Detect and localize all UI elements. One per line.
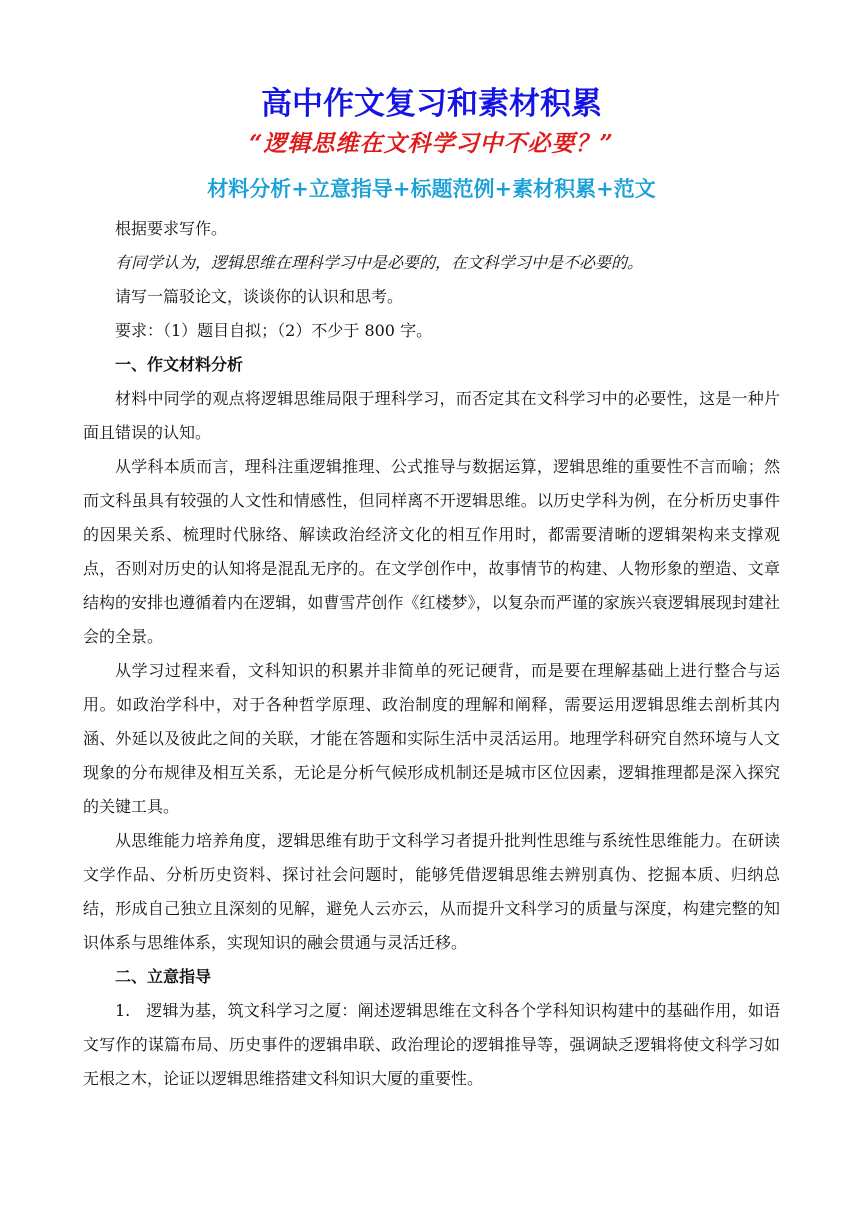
prompt-line-1: 根据要求写作。	[115, 219, 228, 238]
analysis-paragraph: 材料中同学的观点将逻辑思维局限于理科学习，而否定其在文科学习中的必要性，这是一种片面且错误的认知。	[83, 389, 780, 442]
analysis-paragraph: 从学科本质而言，理科注重逻辑推理、公式推导与数据运算，逻辑思维的重要性不言而喻；然而文科虽具有较强的人文性和情感性，但同样离不开逻辑思维。以历史学科为例，在分析历史事件的因果关系、梳理时代脉络、解读政治经济文化的相互作用时，都需要清晰的逻辑架构来支撑观点，否则对历史的认知将是混乱无序的。在文学创作中，故事情节的构建、人物形象的塑造、文章结构的安排也遵循着内在逻辑，如曹雪芹创作《红楼梦》，以复杂而严谨的家族兴衰逻辑展现封建社会的全景。	[83, 457, 780, 646]
guidance-paragraph: 1. 逻辑为基，筑文科学习之厦：阐述逻辑思维在文科各个学科知识构建中的基础作用，如语文写作的谋篇布局、历史事件的逻辑串联、政治理论的逻辑推导等，强调缺乏逻辑将使文科学习如无根之木，论证以逻辑思维搭建文科知识大厦的重要性。	[83, 1001, 780, 1088]
document-subtitle: “逻辑思维在文科学习中不必要？”	[249, 130, 614, 157]
document-subheading: 材料分析+立意指导+标题范例+素材积累+范文	[207, 176, 656, 201]
prompt-line-3: 请写一篇驳论文，谈谈你的认识和思考。	[115, 287, 404, 306]
section-heading-guidance: 二、立意指导	[115, 967, 212, 986]
prompt-line-4: 要求：（1）题目自拟；（2）不少于 800 字。	[115, 321, 433, 340]
prompt-line-2: 有同学认为，逻辑思维在理科学习中是必要的，在文科学习中是不必要的。	[115, 253, 644, 272]
analysis-paragraph: 从学习过程来看，文科知识的积累并非简单的死记硬背，而是要在理解基础上进行整合与运用。如政治学科中，对于各种哲学原理、政治制度的理解和阐释，需要运用逻辑思维去剖析其内涵、外延以及彼此之间的关联，才能在答题和实际生活中灵活运用。地理学科研究自然环境与人文现象的分布规律及相互关系，无论是分析气候形成机制还是城市区位因素，逻辑推理都是深入探究的关键工具。	[83, 661, 780, 816]
analysis-paragraph: 从思维能力培养角度，逻辑思维有助于文科学习者提升批判性思维与系统性思维能力。在研读文学作品、分析历史资料、探讨社会问题时，能够凭借逻辑思维去辨别真伪、挖掘本质、归纳总结，形成自己独立且深刻的见解，避免人云亦云，从而提升文科学习的质量与深度，构建完整的知识体系与思维体系，实现知识的融会贯通与灵活迁移。	[83, 831, 780, 952]
section-heading-analysis: 一、作文材料分析	[115, 355, 244, 374]
document-title: 高中作文复习和素材积累	[261, 86, 602, 122]
